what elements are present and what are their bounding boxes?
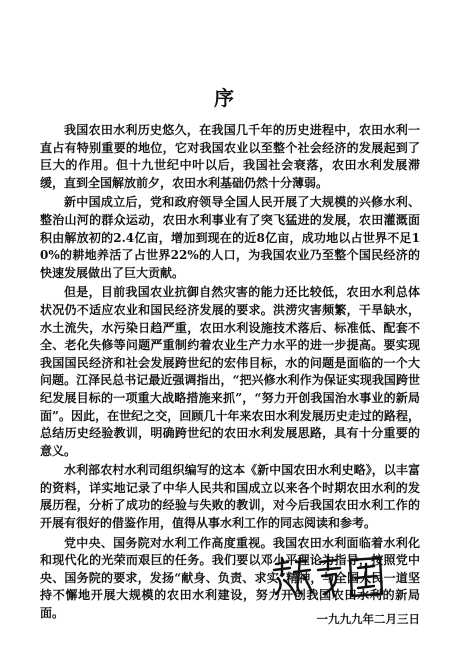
signature-icon <box>270 556 390 598</box>
page-title: 序 <box>214 86 236 110</box>
paragraph-4: 水利部农村水利司组织编写的这本《新中国农田水利史略》，以丰富的资料，详实地记录了中华人民共和国成立以来各个时期农田水利的发展历程，分析了成功的经验与失败的教训，对今后我国农田水利工作的开展有很好的借鉴作用，值得从事水利工作的同志阅读和参考。 <box>40 463 420 531</box>
preface-body <box>40 122 420 625</box>
paragraph-1: 我国农田水利历史悠久，在我国几千年的历史进程中，农田水利一直占有特别重要的地位，它对我国农业以至整个社会经济的发展起到了巨大的作用。但十九世纪中叶以后，我国社会衰落，农田水利发展滞缓，直到全国解放前夕，农田水利基础仍然十分薄弱。 <box>40 123 420 190</box>
preface-date: 一九九九年二月三日 <box>316 612 420 626</box>
paragraph-3: 但是，目前我国农业抗御自然灾害的能力还比较低，农田水利总体状况仍不适应农业和国民经济发展的要求。洪涝灾害频繁，干旱缺水，水土流失，水污染日趋严重，农田水利设施技术落后、标准低、配套不全、老化失修等问题严重制约着农业生产力水平的进一步提高。要实现我国国民经济和社会发展跨世纪的宏伟目标，水的问题是面临的一个大问题。江泽民总书记最近强调指出，“把兴修水利作为保证实现我国跨世纪发展目标的一项重大战略措施来抓”，“努力开创我国治水事业的新局面”。因此，在世纪之交，回顾几十年来农田水利发展历史走过的路程，总结历史经验教训，明确跨世纪的农田水利发展思路，具有十分重要的意义。 <box>40 285 420 458</box>
handwritten-signature <box>270 556 390 598</box>
paragraph-5: 党中央、国务院对水利工作高度重视。我国农田水利面临着水利化和现代化的光荣而艰巨的任务。我们要以邓小平理论为指导，按照党中央、国务院的要求，发扬“献身、负责、求实”精神，与全国人民一道坚持不懈地开展大规模的农田水利建设，努力开创我国农田水利的新局面。 <box>40 535 420 621</box>
paragraph-2: 新中国成立后，党和政府领导全国人民开展了大规模的兴修水利、整治山河的群众运动，农田水利事业有了突飞猛进的发展，农田灌溉面积由解放初的2.4亿亩，增加到现在的近8亿亩，成功地以占世界不足10%的耕地养活了占世界22%的人口，为我国农业乃至整个国民经济的快速发展做出了巨大贡献。 <box>40 195 420 280</box>
